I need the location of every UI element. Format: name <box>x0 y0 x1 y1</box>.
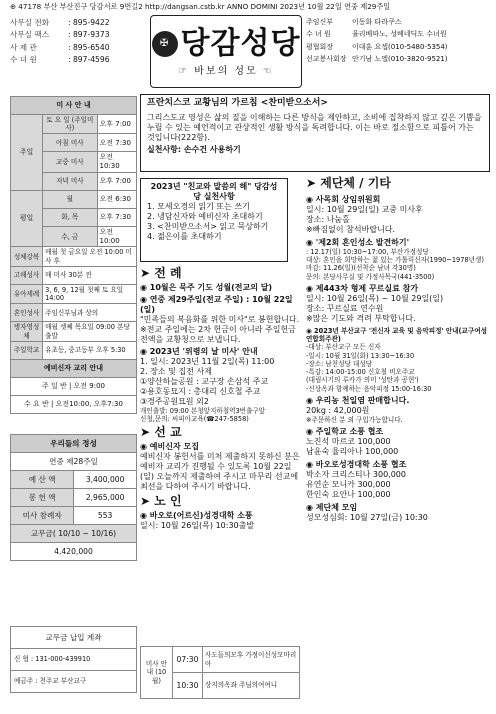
list-item: ◉ 10월은 묵주 기도 성월(전교의 달) <box>140 283 273 292</box>
contact-row <box>10 29 137 42</box>
staff-row <box>306 16 490 29</box>
table-row <box>11 525 137 543</box>
table-row <box>11 304 137 322</box>
list-item: ◉ 연중 제29주일(전교 주일) : 10월 22일(일) <box>140 295 293 314</box>
finance-label: 봉 헌 액 <box>11 489 74 507</box>
list-item: 예비신자 봉헌서를 미처 제출하지 못하신 분은 예비자 교리가 진행될 수 있도록 10월 22일(일) 오늘까지 제출하여 주시고 마무리 선교에 최선을 다하여 주시기 바랍니다. <box>140 452 300 492</box>
list-item: 대상: 혼인을 희망하는 젊 있는 가톨릭신자(1990~1978년생) <box>306 256 484 265</box>
list-item: 마감: 11.26(일)(선착순 남녀 각30명) <box>306 264 416 273</box>
mass-schedule-table <box>10 96 137 414</box>
list-item: -일시: 10월 31일(화) 13:30~16:30 <box>306 351 415 360</box>
list-item: (대림시기의 루카가 의미 '성탄과 공현') <box>306 376 419 385</box>
table-row <box>11 115 137 134</box>
groups-title: ➤ 제단체 / 기타 <box>306 176 391 190</box>
mass-day: 주일 <box>11 115 43 191</box>
catechumen-row: 주 일 반 | 오전 9:00 <box>11 377 137 395</box>
mass-name: 토 요 일 (주일미사) <box>43 115 97 134</box>
schedule-label: 미사 안내 (10월) <box>141 647 173 699</box>
schedule-text: 사도들의모후 가정이신성모마리아 <box>203 647 300 673</box>
list-item: 장소: 꾸르실료 연수원 <box>306 303 384 313</box>
parish-subtitle: ☞ 바보의 성모 ☜ <box>178 65 274 77</box>
table-row <box>11 190 137 208</box>
papal-teaching-box <box>140 94 490 172</box>
staff-role: 주임신부 <box>306 17 334 26</box>
plan-item: 4. 젊은이를 초대하기 <box>147 232 222 241</box>
mass-time: 오전 6:30 <box>97 190 137 208</box>
mass-time: 오후 7:30 <box>97 208 137 226</box>
catechumen-header: 예비신자 교리 안내 <box>11 359 137 377</box>
contact-label: 사 제 관 <box>10 42 37 52</box>
parish-logo <box>150 15 302 88</box>
list-item: ◉ 바오로(어르신)성경대학 소풍 <box>140 511 253 521</box>
list-item: ※많은 기도와 격려 부탁합니다. <box>306 313 416 323</box>
mass-name: 화, 목 <box>43 208 97 226</box>
table-row <box>11 507 137 525</box>
staff-role: 선교봉사회장 <box>306 55 347 64</box>
staff-info <box>306 16 490 66</box>
finance-value: 4,420,000 <box>11 543 137 561</box>
sacrament-value: 매월 첫 금요일 오전 10:00 미사 후 <box>43 247 137 266</box>
list-item: : 12.17(일) 10:30~17:00, 부산가정성당 <box>306 248 429 256</box>
teaching-body: 그리스도교 영성은 삶의 질을 이해하는 다른 방식을 제안하고, 소비에 집착하지 않고 깊은 기쁨을 누릴 수 있는 예언적이고 관상적인 생활 방식을 독려합니다. 이는 바로 절소함으로 피틀어 가는 것입니다(222항). <box>147 113 482 143</box>
staff-row <box>306 54 490 67</box>
list-item: ◉ 제443차 형제 꾸르실료 참가 <box>306 283 419 293</box>
list-item: 1. 일시: 2023년 11월 2일(목) 11:00 <box>140 357 275 366</box>
sacrament-label: 병자영성체 <box>11 322 43 341</box>
list-item: ◉ 주일학교 소풍 협조 <box>306 427 384 437</box>
payment-table <box>10 626 137 693</box>
list-item: -대상: 부산교구 모든 신자 <box>306 343 381 352</box>
plan-item: 1. 모세오경의 읽기 또는 쓰기 <box>147 202 250 211</box>
list-item: 노진석 마르코 100,000 <box>306 437 391 447</box>
contact-value: : 895-6540 <box>68 42 110 52</box>
staff-name: 율리베따노, 성베네딕도 수녀원 <box>352 30 447 39</box>
list-item: ※전교 주일에는 2차 헌금이 아니라 주일헌금 전액을 교황청으로 보냅니다. <box>140 325 296 344</box>
list-item: 2. 장소 및 집전 사제 <box>140 367 212 376</box>
list-item: ※주문하신 분 외 구입가능합니다. <box>306 415 403 424</box>
table-row <box>11 266 137 284</box>
finance-label: 교무금( 10/10 ~ 10/16) <box>11 525 137 543</box>
plan-item: 3. <찬미받으소서> 읽고 묵상하기 <box>147 222 269 231</box>
schedule-time: 07:30 <box>173 647 203 673</box>
liturgy-title: ➤ 전 례 <box>140 266 182 280</box>
staff-row <box>306 41 490 54</box>
staff-role: 수 녀 원 <box>306 30 331 39</box>
list-item: 유연순 모니카 300,000 <box>306 480 391 490</box>
list-item: ①양산하늘공원 : 교구장 손삼석 주교 <box>140 377 269 386</box>
table-row <box>11 489 137 507</box>
table-row <box>11 395 137 413</box>
plan-title: 2023년 "친교와 말씀의 해" 당감성당 실천사항 <box>150 182 278 201</box>
list-item: ◉ 2023년 부산교구 '전신자 교육 및 음악피정' 안내(교구여성연합회주관) <box>306 326 487 344</box>
mass-time: 오전 7:30 <box>97 134 137 152</box>
list-item: ◉ 바오로성경대학 소풍 협조 <box>306 460 407 470</box>
list-item: ◉ '제2회 혼인성소 발견하기' <box>306 238 410 247</box>
staff-row <box>306 29 490 42</box>
sacrament-value: 매 미사 30분 전 <box>43 266 137 284</box>
mass-header: 미 사 안 내 <box>11 97 137 115</box>
account-holder: 예금주 : 천주교 부산교구 <box>11 671 137 693</box>
list-item: ※빠짐없이 참석바랍니다. <box>306 225 396 234</box>
table-row <box>11 543 137 561</box>
sacrament-value: 유초등, 중고등부 오후 5:30 <box>43 341 137 359</box>
payment-header: 교무금 납입 계좌 <box>11 627 137 649</box>
mass-time: 오전 10:00 <box>97 226 137 247</box>
list-item: -특강: 14:00-15:00 신호철 비오주교 <box>306 368 415 377</box>
groups-section <box>306 176 490 523</box>
sacrament-label: 혼인성사 <box>11 304 43 322</box>
sacrament-value: 3, 6, 9, 12월 첫째 토 요일 14:00 <box>43 284 137 303</box>
list-item: ◉ 사목회 상임위원회 <box>306 195 381 204</box>
contact-row <box>10 16 137 29</box>
mission-title: ➤ 선 교 <box>140 425 182 440</box>
contact-value: : 897-9373 <box>68 30 110 39</box>
list-item: ◉ 2023년 '위령의 날 미사' 안내 <box>140 347 258 356</box>
table-row <box>11 247 137 266</box>
schedule-text: 상지의옥좌 주님의여여니 <box>203 673 300 699</box>
list-item: ◉ 예비신자 모집 <box>140 442 199 452</box>
table-row <box>11 284 137 303</box>
mass-name: 교중 미사 <box>43 152 97 173</box>
sacrament-label: 고해성사 <box>11 266 43 284</box>
bank-account: 신 협 : 131-000-439910 <box>11 649 137 671</box>
list-item: 20kg : 42,000원 <box>306 405 370 415</box>
finance-value: 2,965,000 <box>74 489 137 507</box>
table-row <box>11 471 137 489</box>
list-item: 남윤숙 율리아나 100,000 <box>306 447 399 457</box>
list-item: "민족들의 복음화를 위한 미사"로 봉헌합니다. <box>140 315 300 324</box>
list-item: 신청,문의: 씨피아교육(☎247-5858) <box>140 415 249 424</box>
staff-name: 이대훈 요셉(010-5480-5354) <box>352 42 448 51</box>
sacrament-label: 주일학교 <box>11 341 43 359</box>
cross-seal-icon: ✠ <box>152 31 178 57</box>
table-row <box>11 377 137 395</box>
list-item: -신상옥과 함께하는 음악피정 15:00-16:30 <box>306 384 432 393</box>
liturgy-section <box>140 264 300 531</box>
table-row <box>11 322 137 341</box>
table-row <box>11 341 137 359</box>
parish-name: 당감성당 <box>180 26 301 61</box>
list-item: 일시: 10월 29일(일) 교중 미사후 <box>306 205 423 214</box>
contact-value: : 897-4596 <box>68 55 110 64</box>
list-item: 박소자 크리스티나 300,000 <box>306 470 406 480</box>
contact-row <box>10 41 137 54</box>
finance-subheader: 연중 제28주일 <box>11 453 137 471</box>
schedule-time: 10:30 <box>173 673 203 699</box>
contact-label: 사무실 전화 <box>10 17 50 27</box>
list-item: 한인숙 요안나 100,000 <box>306 490 391 500</box>
sacrament-label: 유아세례 <box>11 284 43 303</box>
list-item: 일시: 10월 26일(목) ~ 10월 29일(일) <box>306 293 444 303</box>
finance-value: 553 <box>74 507 137 525</box>
sacrament-value: 매월 셋째 목요일 09:00 본당 출발 <box>43 322 137 341</box>
contact-value: : 895-9422 <box>68 17 110 27</box>
list-item: ◉ 우리농 천일염 판매합니다. <box>306 395 410 405</box>
list-item: 개인출발: 09:00 본청앞지하철역3번출구앞 <box>140 407 266 415</box>
contact-label: 사무실 팩스 <box>10 30 50 39</box>
list-item: ③경주공원묘원 외2 <box>140 397 209 406</box>
mass-time: 오전 10:30 <box>97 152 137 173</box>
parish-title <box>152 25 301 63</box>
table-row <box>141 647 300 673</box>
mass-name: 수, 금 <box>43 226 97 247</box>
finance-header: 우리들의 정성 <box>11 435 137 453</box>
teaching-practice: 실천사항: 손수건 사용하기 <box>147 145 241 155</box>
contact-row <box>10 54 137 67</box>
elderly-title: ➤ 노 인 <box>140 494 182 509</box>
mass-time: 오후 7:00 <box>97 115 137 134</box>
parish-plan-box <box>140 178 288 262</box>
finance-label: 예 산 액 <box>11 471 74 489</box>
mass-name: 아침 미사 <box>43 134 97 152</box>
sacrament-value: 주임신부님과 상의 <box>43 304 137 322</box>
staff-name: 안기남 노엘(010-3820-9521) <box>352 55 448 64</box>
mass-time: 오후 7:00 <box>97 172 137 190</box>
list-item: 성모성심회: 10월 27일(금) 10:30 <box>306 513 428 523</box>
list-item: ②용호동묘지 : 총대리 신호철 주교 <box>140 387 261 396</box>
mass-day: 평일 <box>11 190 43 247</box>
list-item: -장소: 남천성당 대성당 <box>306 359 373 368</box>
sacrament-label: 성체강복 <box>11 247 43 266</box>
list-item: ◉ 제단체 모임 <box>306 503 358 513</box>
list-item: 장소: 나눔홀 <box>306 215 350 224</box>
finance-table <box>10 434 137 561</box>
mass-name: 월 <box>43 190 97 208</box>
mass-name: 저녁 미사 <box>43 172 97 190</box>
finance-value: 3,400,000 <box>74 471 137 489</box>
staff-role: 평협회장 <box>306 42 334 51</box>
contact-info <box>10 16 137 66</box>
catechumen-row: 수 요 반 | 오전10:00, 오후7:30 <box>11 395 137 413</box>
staff-name: 이동화 타라쿠스 <box>352 17 402 26</box>
teaching-title: 프란치스코 교황님의 가르침 <찬미받으소서> <box>147 98 328 108</box>
list-item: 일시: 10월 26일(목) 10:30출발 <box>140 521 255 531</box>
finance-label: 미사 참례자 <box>11 507 74 525</box>
mass-intention-table <box>140 646 300 699</box>
list-item: 문의: 본당사무실 및 가정사목국(441-3500) <box>306 272 435 281</box>
address-bar: ⊕ 47178 부산 부산진구 당감서로 9번길2 http://dangsan.cstb.kr ANNO DOMINI 2023년 10월 22일 연중 제29주일 <box>10 2 391 11</box>
contact-label: 수 녀 원 <box>10 55 37 64</box>
plan-item: 2. 냉담신자와 예비신자 초대하기 <box>147 212 263 221</box>
